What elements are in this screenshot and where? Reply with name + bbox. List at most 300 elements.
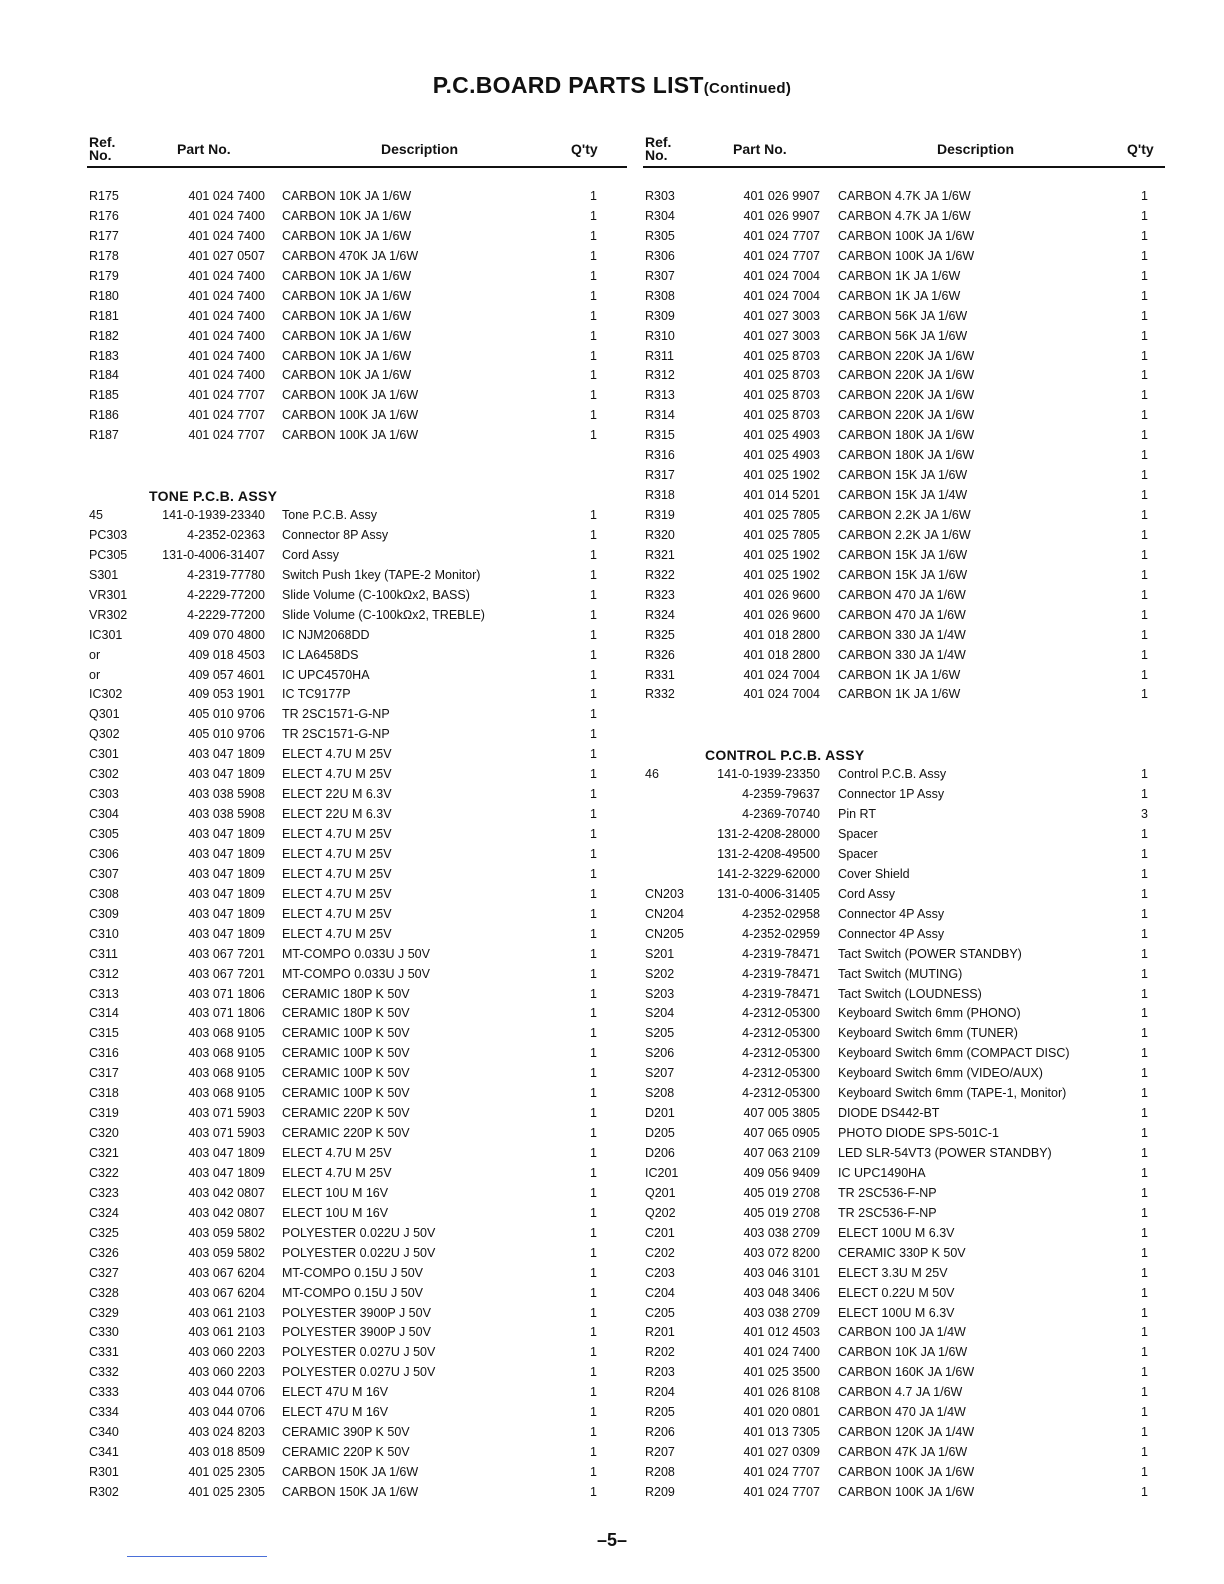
qty-cell: 1 bbox=[590, 1265, 597, 1280]
description-cell: POLYESTER 0.022U J 50V bbox=[282, 1245, 436, 1260]
table-row bbox=[643, 426, 1165, 446]
ref-no-cell: C317 bbox=[89, 1066, 119, 1081]
qty-cell: 1 bbox=[1141, 986, 1148, 1001]
table-row bbox=[87, 1044, 627, 1064]
table-row bbox=[643, 1204, 1165, 1224]
qty-cell: 1 bbox=[590, 348, 597, 363]
part-no-cell: 401 026 9907 bbox=[743, 189, 820, 203]
description-cell: Connector 4P Assy bbox=[838, 906, 945, 921]
ref-no-cell: R184 bbox=[89, 368, 119, 383]
description-cell: CARBON 2.2K JA 1/6W bbox=[838, 527, 971, 542]
ref-no-cell: C302 bbox=[89, 767, 119, 782]
part-no-cell: 403 071 5903 bbox=[188, 1126, 265, 1141]
description-cell: CARBON 100 JA 1/4W bbox=[838, 1325, 966, 1340]
description-cell: Keyboard Switch 6mm (TAPE-1, Monitor) bbox=[838, 1086, 1067, 1101]
ref-no-cell: C311 bbox=[89, 946, 118, 961]
description-cell: ELECT 22U M 6.3V bbox=[282, 787, 392, 802]
part-no-cell: 401 027 0309 bbox=[743, 1445, 820, 1460]
part-no-cell: 403 067 7201 bbox=[188, 966, 265, 981]
part-no-cell: 131-0-4006-31407 bbox=[162, 547, 265, 562]
qty-cell: 1 bbox=[1141, 767, 1148, 782]
qty-cell: 1 bbox=[1141, 189, 1148, 203]
ref-no-cell: CN205 bbox=[645, 926, 684, 941]
table-row bbox=[87, 765, 627, 785]
description-cell: Tact Switch (POWER STANDBY) bbox=[838, 946, 1022, 961]
table-row bbox=[87, 606, 627, 626]
part-no-cell: 403 067 6204 bbox=[188, 1265, 265, 1280]
qty-cell: 1 bbox=[590, 1046, 597, 1061]
qty-cell: 1 bbox=[590, 1365, 597, 1380]
qty-cell: 1 bbox=[1141, 208, 1148, 223]
part-no-cell: 403 046 3101 bbox=[743, 1265, 820, 1280]
description-cell: CERAMIC 100P K 50V bbox=[282, 1066, 410, 1081]
part-no-cell: 131-2-4208-49500 bbox=[717, 846, 820, 861]
part-no-cell: 401 025 8703 bbox=[743, 368, 820, 383]
part-no-cell: 4-2352-02363 bbox=[187, 527, 265, 542]
part-no-cell: 409 070 4800 bbox=[188, 627, 265, 642]
table-row bbox=[643, 446, 1165, 466]
part-no-cell: 403 047 1809 bbox=[188, 1146, 265, 1160]
description-cell: ELECT 4.7U M 25V bbox=[282, 866, 392, 881]
description-cell: ELECT 100U M 6.3V bbox=[838, 1305, 955, 1320]
part-no-cell: 409 018 4503 bbox=[188, 647, 265, 662]
description-cell: ELECT 4.7U M 25V bbox=[282, 747, 392, 762]
qty-cell: 1 bbox=[1141, 946, 1148, 961]
ref-no-cell: R204 bbox=[645, 1385, 675, 1400]
section-heading bbox=[643, 745, 1165, 765]
description-cell: CARBON 10K JA 1/6W bbox=[282, 308, 412, 323]
table-row bbox=[87, 586, 627, 606]
qty-cell: 1 bbox=[1141, 1245, 1148, 1260]
description-cell: IC LA6458DS bbox=[282, 647, 359, 662]
table-row bbox=[87, 1244, 627, 1264]
table-row bbox=[643, 765, 1165, 785]
description-cell: CARBON 100K JA 1/6W bbox=[838, 248, 975, 263]
qty-cell: 1 bbox=[590, 966, 597, 981]
ref-no-cell: C325 bbox=[89, 1225, 119, 1240]
table-row bbox=[643, 406, 1165, 426]
ref-no-cell: R175 bbox=[89, 189, 119, 203]
description-cell: POLYESTER 0.022U J 50V bbox=[282, 1225, 436, 1240]
qty-cell: 1 bbox=[1141, 1106, 1148, 1121]
qty-cell: 1 bbox=[1141, 527, 1148, 542]
description-cell: POLYESTER 3900P J 50V bbox=[282, 1325, 431, 1340]
ref-no-cell: C341 bbox=[89, 1445, 119, 1460]
ref-no-cell: CN203 bbox=[645, 886, 684, 901]
description-cell: Control P.C.B. Assy bbox=[838, 767, 947, 782]
description-cell: MT-COMPO 0.15U J 50V bbox=[282, 1285, 424, 1300]
table-row bbox=[643, 386, 1165, 406]
description-cell: IC UPC4570HA bbox=[282, 667, 370, 682]
qty-cell: 1 bbox=[1141, 926, 1148, 941]
table-row bbox=[643, 1244, 1165, 1264]
ref-no-cell: C201 bbox=[645, 1225, 675, 1240]
qty-cell: 1 bbox=[1141, 348, 1148, 363]
ref-no-cell: R202 bbox=[645, 1345, 675, 1360]
table-row bbox=[643, 626, 1165, 646]
ref-no-cell: R324 bbox=[645, 607, 675, 622]
table-row bbox=[87, 1124, 627, 1144]
description-cell: CARBON 150K JA 1/6W bbox=[282, 1465, 419, 1479]
ref-no-cell: R209 bbox=[645, 1484, 675, 1499]
qty-cell: 1 bbox=[590, 707, 597, 722]
description-cell: CERAMIC 100P K 50V bbox=[282, 1086, 410, 1101]
description-cell: CARBON 4.7 JA 1/6W bbox=[838, 1385, 963, 1400]
ref-no-cell: C205 bbox=[645, 1305, 675, 1320]
part-no-cell: 401 024 7004 bbox=[743, 687, 820, 702]
ref-no-cell: R318 bbox=[645, 488, 675, 503]
table-row bbox=[643, 267, 1165, 287]
description-cell: CARBON 470 JA 1/6W bbox=[838, 607, 966, 622]
qty-cell: 1 bbox=[590, 1285, 597, 1300]
qty-cell: 1 bbox=[1141, 1165, 1148, 1180]
section-heading bbox=[87, 486, 627, 506]
table-row bbox=[643, 506, 1165, 526]
qty-cell: 1 bbox=[1141, 1205, 1148, 1220]
part-no-cell: 403 059 5802 bbox=[188, 1225, 265, 1240]
description-cell: TR 2SC1571-G-NP bbox=[282, 727, 390, 742]
table-row bbox=[643, 287, 1165, 307]
table-row bbox=[643, 207, 1165, 227]
qty-cell: 1 bbox=[590, 308, 597, 323]
table-row bbox=[87, 1323, 627, 1343]
table-row bbox=[643, 1443, 1165, 1463]
description-cell: Keyboard Switch 6mm (PHONO) bbox=[838, 1006, 1021, 1021]
part-no-cell: 401 024 7004 bbox=[743, 667, 820, 682]
description-cell: CARBON 220K JA 1/6W bbox=[838, 388, 975, 403]
qty-cell: 1 bbox=[1141, 787, 1148, 802]
part-no-cell: 409 057 4601 bbox=[188, 667, 265, 682]
table-row bbox=[87, 1363, 627, 1383]
description-cell: CERAMIC 390P K 50V bbox=[282, 1425, 410, 1440]
ref-no-cell: C307 bbox=[89, 866, 119, 881]
part-no-cell: 401 024 7707 bbox=[743, 1465, 820, 1479]
description-cell: CARBON 330 JA 1/4W bbox=[838, 627, 966, 642]
table-row bbox=[643, 845, 1165, 865]
description-cell: CARBON 15K JA 1/6W bbox=[838, 468, 968, 483]
part-no-cell: 4-2319-78471 bbox=[742, 946, 820, 961]
qty-cell: 1 bbox=[1141, 1465, 1148, 1479]
table-row bbox=[87, 626, 627, 646]
description-cell: CARBON 330 JA 1/4W bbox=[838, 647, 966, 662]
part-no-cell: 403 061 2103 bbox=[188, 1305, 265, 1320]
qty-cell: 1 bbox=[1141, 1385, 1148, 1400]
ref-no-cell: R207 bbox=[645, 1445, 675, 1460]
table-row bbox=[87, 945, 627, 965]
table-row bbox=[87, 805, 627, 825]
table-row bbox=[87, 925, 627, 945]
description-cell: MT-COMPO 0.033U J 50V bbox=[282, 966, 430, 981]
description-cell: CERAMIC 330P K 50V bbox=[838, 1245, 966, 1260]
qty-cell: 1 bbox=[590, 667, 597, 682]
ref-no-cell: D201 bbox=[645, 1106, 675, 1121]
part-no-cell: 403 038 5908 bbox=[188, 787, 265, 802]
description-cell: IC TC9177P bbox=[282, 687, 351, 702]
table-row bbox=[87, 1463, 627, 1483]
qty-cell: 1 bbox=[590, 1325, 597, 1340]
description-cell: CARBON 56K JA 1/6W bbox=[838, 308, 968, 323]
qty-cell: 1 bbox=[1141, 1046, 1148, 1061]
part-no-cell: 401 025 8703 bbox=[743, 408, 820, 423]
part-no-cell: 403 038 5908 bbox=[188, 807, 265, 822]
qty-cell: 1 bbox=[590, 647, 597, 662]
table-row bbox=[643, 646, 1165, 666]
qty-cell: 1 bbox=[590, 508, 597, 522]
ref-no-cell: or bbox=[89, 647, 101, 662]
part-no-cell: 403 042 0807 bbox=[188, 1205, 265, 1220]
ref-no-cell: R311 bbox=[645, 348, 674, 363]
table-row bbox=[87, 307, 627, 327]
qty-cell: 1 bbox=[590, 388, 597, 403]
table-row bbox=[87, 287, 627, 307]
part-no-cell: 401 025 1902 bbox=[743, 468, 820, 483]
header-ref-no: Ref. No. bbox=[645, 134, 672, 163]
ref-no-cell: R177 bbox=[89, 228, 119, 243]
qty-cell: 1 bbox=[590, 527, 597, 542]
table-row bbox=[87, 745, 627, 765]
title-suffix: (Continued) bbox=[703, 80, 792, 97]
part-no-cell: 401 025 1902 bbox=[743, 567, 820, 582]
ref-no-cell: R319 bbox=[645, 508, 675, 522]
ref-no-cell: R323 bbox=[645, 587, 675, 602]
part-no-cell: 409 056 9409 bbox=[743, 1165, 820, 1180]
ref-no-cell: IC301 bbox=[89, 627, 123, 642]
ref-no-cell: S301 bbox=[89, 567, 119, 582]
table-row bbox=[87, 247, 627, 267]
qty-cell: 1 bbox=[1141, 488, 1148, 503]
qty-cell: 1 bbox=[1141, 228, 1148, 243]
ref-no-cell: CN204 bbox=[645, 906, 684, 921]
table-row bbox=[87, 1383, 627, 1403]
description-cell: CARBON 100K JA 1/6W bbox=[838, 1484, 975, 1499]
table-row bbox=[87, 1423, 627, 1443]
part-no-cell: 401 025 4903 bbox=[743, 428, 820, 443]
qty-cell: 1 bbox=[590, 1445, 597, 1460]
qty-cell: 1 bbox=[590, 807, 597, 822]
part-no-cell: 401 024 7707 bbox=[743, 228, 820, 243]
description-cell: CARBON 10K JA 1/6W bbox=[282, 328, 412, 343]
description-cell: CARBON 180K JA 1/6W bbox=[838, 428, 975, 443]
qty-cell: 1 bbox=[590, 846, 597, 861]
description-cell: CERAMIC 100P K 50V bbox=[282, 1026, 410, 1041]
table-row bbox=[87, 267, 627, 287]
description-cell: CARBON 10K JA 1/6W bbox=[282, 208, 412, 223]
qty-cell: 1 bbox=[590, 1225, 597, 1240]
qty-cell: 1 bbox=[1141, 288, 1148, 303]
qty-cell: 1 bbox=[1141, 1146, 1148, 1160]
qty-cell: 1 bbox=[1141, 508, 1148, 522]
part-no-cell: 401 025 7805 bbox=[743, 527, 820, 542]
description-cell: TR 2SC1571-G-NP bbox=[282, 707, 390, 722]
table-row bbox=[643, 1004, 1165, 1024]
table-row bbox=[87, 646, 627, 666]
table-row bbox=[643, 1104, 1165, 1124]
description-cell: CARBON 470K JA 1/6W bbox=[282, 248, 419, 263]
ref-no-cell: C319 bbox=[89, 1106, 119, 1121]
ref-no-cell: C316 bbox=[89, 1046, 119, 1061]
description-cell: CARBON 15K JA 1/6W bbox=[838, 547, 968, 562]
header-description: Description bbox=[381, 141, 459, 157]
part-no-cell: 4-2312-05300 bbox=[742, 1046, 820, 1061]
part-no-cell: 401 025 7805 bbox=[743, 508, 820, 522]
table-row bbox=[87, 1104, 627, 1124]
description-cell: POLYESTER 0.027U J 50V bbox=[282, 1345, 436, 1360]
ref-no-cell: R185 bbox=[89, 388, 119, 403]
qty-cell: 1 bbox=[590, 328, 597, 343]
part-no-cell: 403 047 1809 bbox=[188, 827, 265, 841]
part-no-cell: 4-2229-77200 bbox=[187, 607, 265, 622]
description-cell: ELECT 4.7U M 25V bbox=[282, 767, 392, 782]
part-no-cell: 4-2352-02959 bbox=[742, 926, 820, 941]
part-no-cell: 401 026 9600 bbox=[743, 587, 820, 602]
ref-no-cell: R317 bbox=[645, 468, 675, 483]
qty-cell: 1 bbox=[590, 1165, 597, 1180]
ref-no-cell: S203 bbox=[645, 986, 675, 1001]
part-no-cell: 401 024 7400 bbox=[188, 208, 265, 223]
part-no-cell: 4-2229-77200 bbox=[187, 587, 265, 602]
qty-cell: 1 bbox=[590, 428, 597, 443]
table-row bbox=[643, 1363, 1165, 1383]
table-row bbox=[87, 1164, 627, 1184]
part-no-cell: 401 024 7707 bbox=[743, 1484, 820, 1499]
qty-cell: 1 bbox=[590, 886, 597, 901]
qty-cell: 1 bbox=[1141, 1285, 1148, 1300]
description-cell: LED SLR-54VT3 (POWER STANDBY) bbox=[838, 1146, 1052, 1160]
table-row bbox=[87, 187, 627, 207]
ref-no-cell: VR301 bbox=[89, 587, 128, 602]
qty-cell: 1 bbox=[590, 1385, 597, 1400]
part-no-cell: 401 024 7400 bbox=[743, 1345, 820, 1360]
ref-no-cell: R332 bbox=[645, 687, 675, 702]
ref-no-cell: C301 bbox=[89, 747, 119, 762]
qty-cell: 3 bbox=[1141, 807, 1148, 822]
part-no-cell: 401 025 4903 bbox=[743, 448, 820, 463]
ref-no-cell: S207 bbox=[645, 1066, 675, 1081]
ref-no-cell: C318 bbox=[89, 1086, 119, 1101]
table-row bbox=[643, 865, 1165, 885]
ref-no-cell: C321 bbox=[89, 1146, 119, 1160]
description-cell: ELECT 22U M 6.3V bbox=[282, 807, 392, 822]
left-column bbox=[87, 132, 627, 1503]
ref-no-cell: Q201 bbox=[645, 1185, 676, 1200]
table-row bbox=[643, 1483, 1165, 1503]
part-no-cell: 401 027 3003 bbox=[743, 328, 820, 343]
table-row bbox=[643, 825, 1165, 845]
description-cell: POLYESTER 0.027U J 50V bbox=[282, 1365, 436, 1380]
qty-cell: 1 bbox=[590, 727, 597, 742]
qty-cell: 1 bbox=[590, 787, 597, 802]
part-no-cell: 401 024 7004 bbox=[743, 268, 820, 283]
table-row bbox=[643, 247, 1165, 267]
table-row bbox=[643, 945, 1165, 965]
part-no-cell: 403 044 0706 bbox=[188, 1385, 265, 1400]
ref-no-cell: R326 bbox=[645, 647, 675, 662]
part-no-cell: 401 024 7707 bbox=[188, 428, 265, 443]
qty-cell: 1 bbox=[590, 767, 597, 782]
table-row bbox=[87, 1224, 627, 1244]
ref-no-cell: R186 bbox=[89, 408, 119, 423]
description-cell: CERAMIC 180P K 50V bbox=[282, 986, 410, 1001]
description-cell: CERAMIC 100P K 50V bbox=[282, 1046, 410, 1061]
part-no-cell: 405 019 2708 bbox=[743, 1205, 820, 1220]
qty-cell: 1 bbox=[590, 208, 597, 223]
qty-cell: 1 bbox=[590, 1086, 597, 1101]
ref-no-cell: C334 bbox=[89, 1405, 119, 1420]
description-cell: ELECT 4.7U M 25V bbox=[282, 1146, 392, 1160]
description-cell: ELECT 47U M 16V bbox=[282, 1405, 389, 1420]
description-cell: Slide Volume (C-100kΩx2, TREBLE) bbox=[282, 607, 485, 622]
description-cell: CARBON 4.7K JA 1/6W bbox=[838, 189, 971, 203]
table-row bbox=[643, 586, 1165, 606]
table-row bbox=[87, 865, 627, 885]
description-cell: Cord Assy bbox=[838, 886, 895, 901]
table-row bbox=[87, 1184, 627, 1204]
part-no-cell: 405 010 9706 bbox=[188, 727, 265, 742]
part-no-cell: 407 005 3805 bbox=[743, 1106, 820, 1121]
ref-no-cell: R321 bbox=[645, 547, 675, 562]
qty-cell: 1 bbox=[590, 1425, 597, 1440]
description-cell: CARBON 120K JA 1/4W bbox=[838, 1425, 975, 1440]
ref-no-cell: Q301 bbox=[89, 707, 120, 722]
header-qty: Q'ty bbox=[1127, 141, 1154, 157]
part-no-cell: 401 024 7400 bbox=[188, 268, 265, 283]
ref-no-cell: 45 bbox=[89, 508, 103, 522]
qty-cell: 1 bbox=[590, 368, 597, 383]
qty-cell: 1 bbox=[1141, 268, 1148, 283]
part-no-cell: 401 024 7707 bbox=[743, 248, 820, 263]
table-row bbox=[643, 905, 1165, 925]
ref-no-cell: S205 bbox=[645, 1026, 675, 1041]
description-cell: CARBON 180K JA 1/6W bbox=[838, 448, 975, 463]
description-cell: CARBON 56K JA 1/6W bbox=[838, 328, 968, 343]
qty-cell: 1 bbox=[590, 1146, 597, 1160]
ref-no-cell: 46 bbox=[645, 767, 659, 782]
qty-cell: 1 bbox=[1141, 866, 1148, 881]
table-row bbox=[87, 207, 627, 227]
ref-no-cell: PC303 bbox=[89, 527, 128, 542]
table-row bbox=[643, 1024, 1165, 1044]
ref-no-cell: R208 bbox=[645, 1465, 675, 1479]
ref-no-cell: C303 bbox=[89, 787, 119, 802]
part-no-cell: 401 025 3500 bbox=[743, 1365, 820, 1380]
part-no-cell: 401 018 2800 bbox=[743, 627, 820, 642]
ref-no-cell: C202 bbox=[645, 1245, 675, 1260]
ref-no-cell: R178 bbox=[89, 248, 119, 263]
qty-cell: 1 bbox=[590, 627, 597, 642]
part-no-cell: 141-0-1939-23350 bbox=[717, 767, 820, 782]
spacer-row bbox=[643, 725, 1165, 745]
part-no-cell: 401 020 0801 bbox=[743, 1405, 820, 1420]
ref-no-cell: S206 bbox=[645, 1046, 675, 1061]
qty-cell: 1 bbox=[590, 1066, 597, 1081]
spacer-row bbox=[87, 446, 627, 466]
description-cell: ELECT 4.7U M 25V bbox=[282, 827, 392, 841]
table-row bbox=[643, 785, 1165, 805]
part-no-cell: 403 071 1806 bbox=[188, 1006, 265, 1021]
description-cell: Slide Volume (C-100kΩx2, BASS) bbox=[282, 587, 470, 602]
table-row bbox=[643, 805, 1165, 825]
qty-cell: 1 bbox=[590, 1245, 597, 1260]
table-row bbox=[87, 725, 627, 745]
part-no-cell: 403 067 6204 bbox=[188, 1285, 265, 1300]
part-no-cell: 401 024 7707 bbox=[188, 408, 265, 423]
header-description: Description bbox=[937, 141, 1015, 157]
table-row bbox=[87, 1304, 627, 1324]
table-row bbox=[87, 1483, 627, 1503]
description-cell: CARBON 10K JA 1/6W bbox=[282, 348, 412, 363]
part-no-cell: 401 024 7707 bbox=[188, 388, 265, 403]
ref-no-cell: C330 bbox=[89, 1325, 119, 1340]
